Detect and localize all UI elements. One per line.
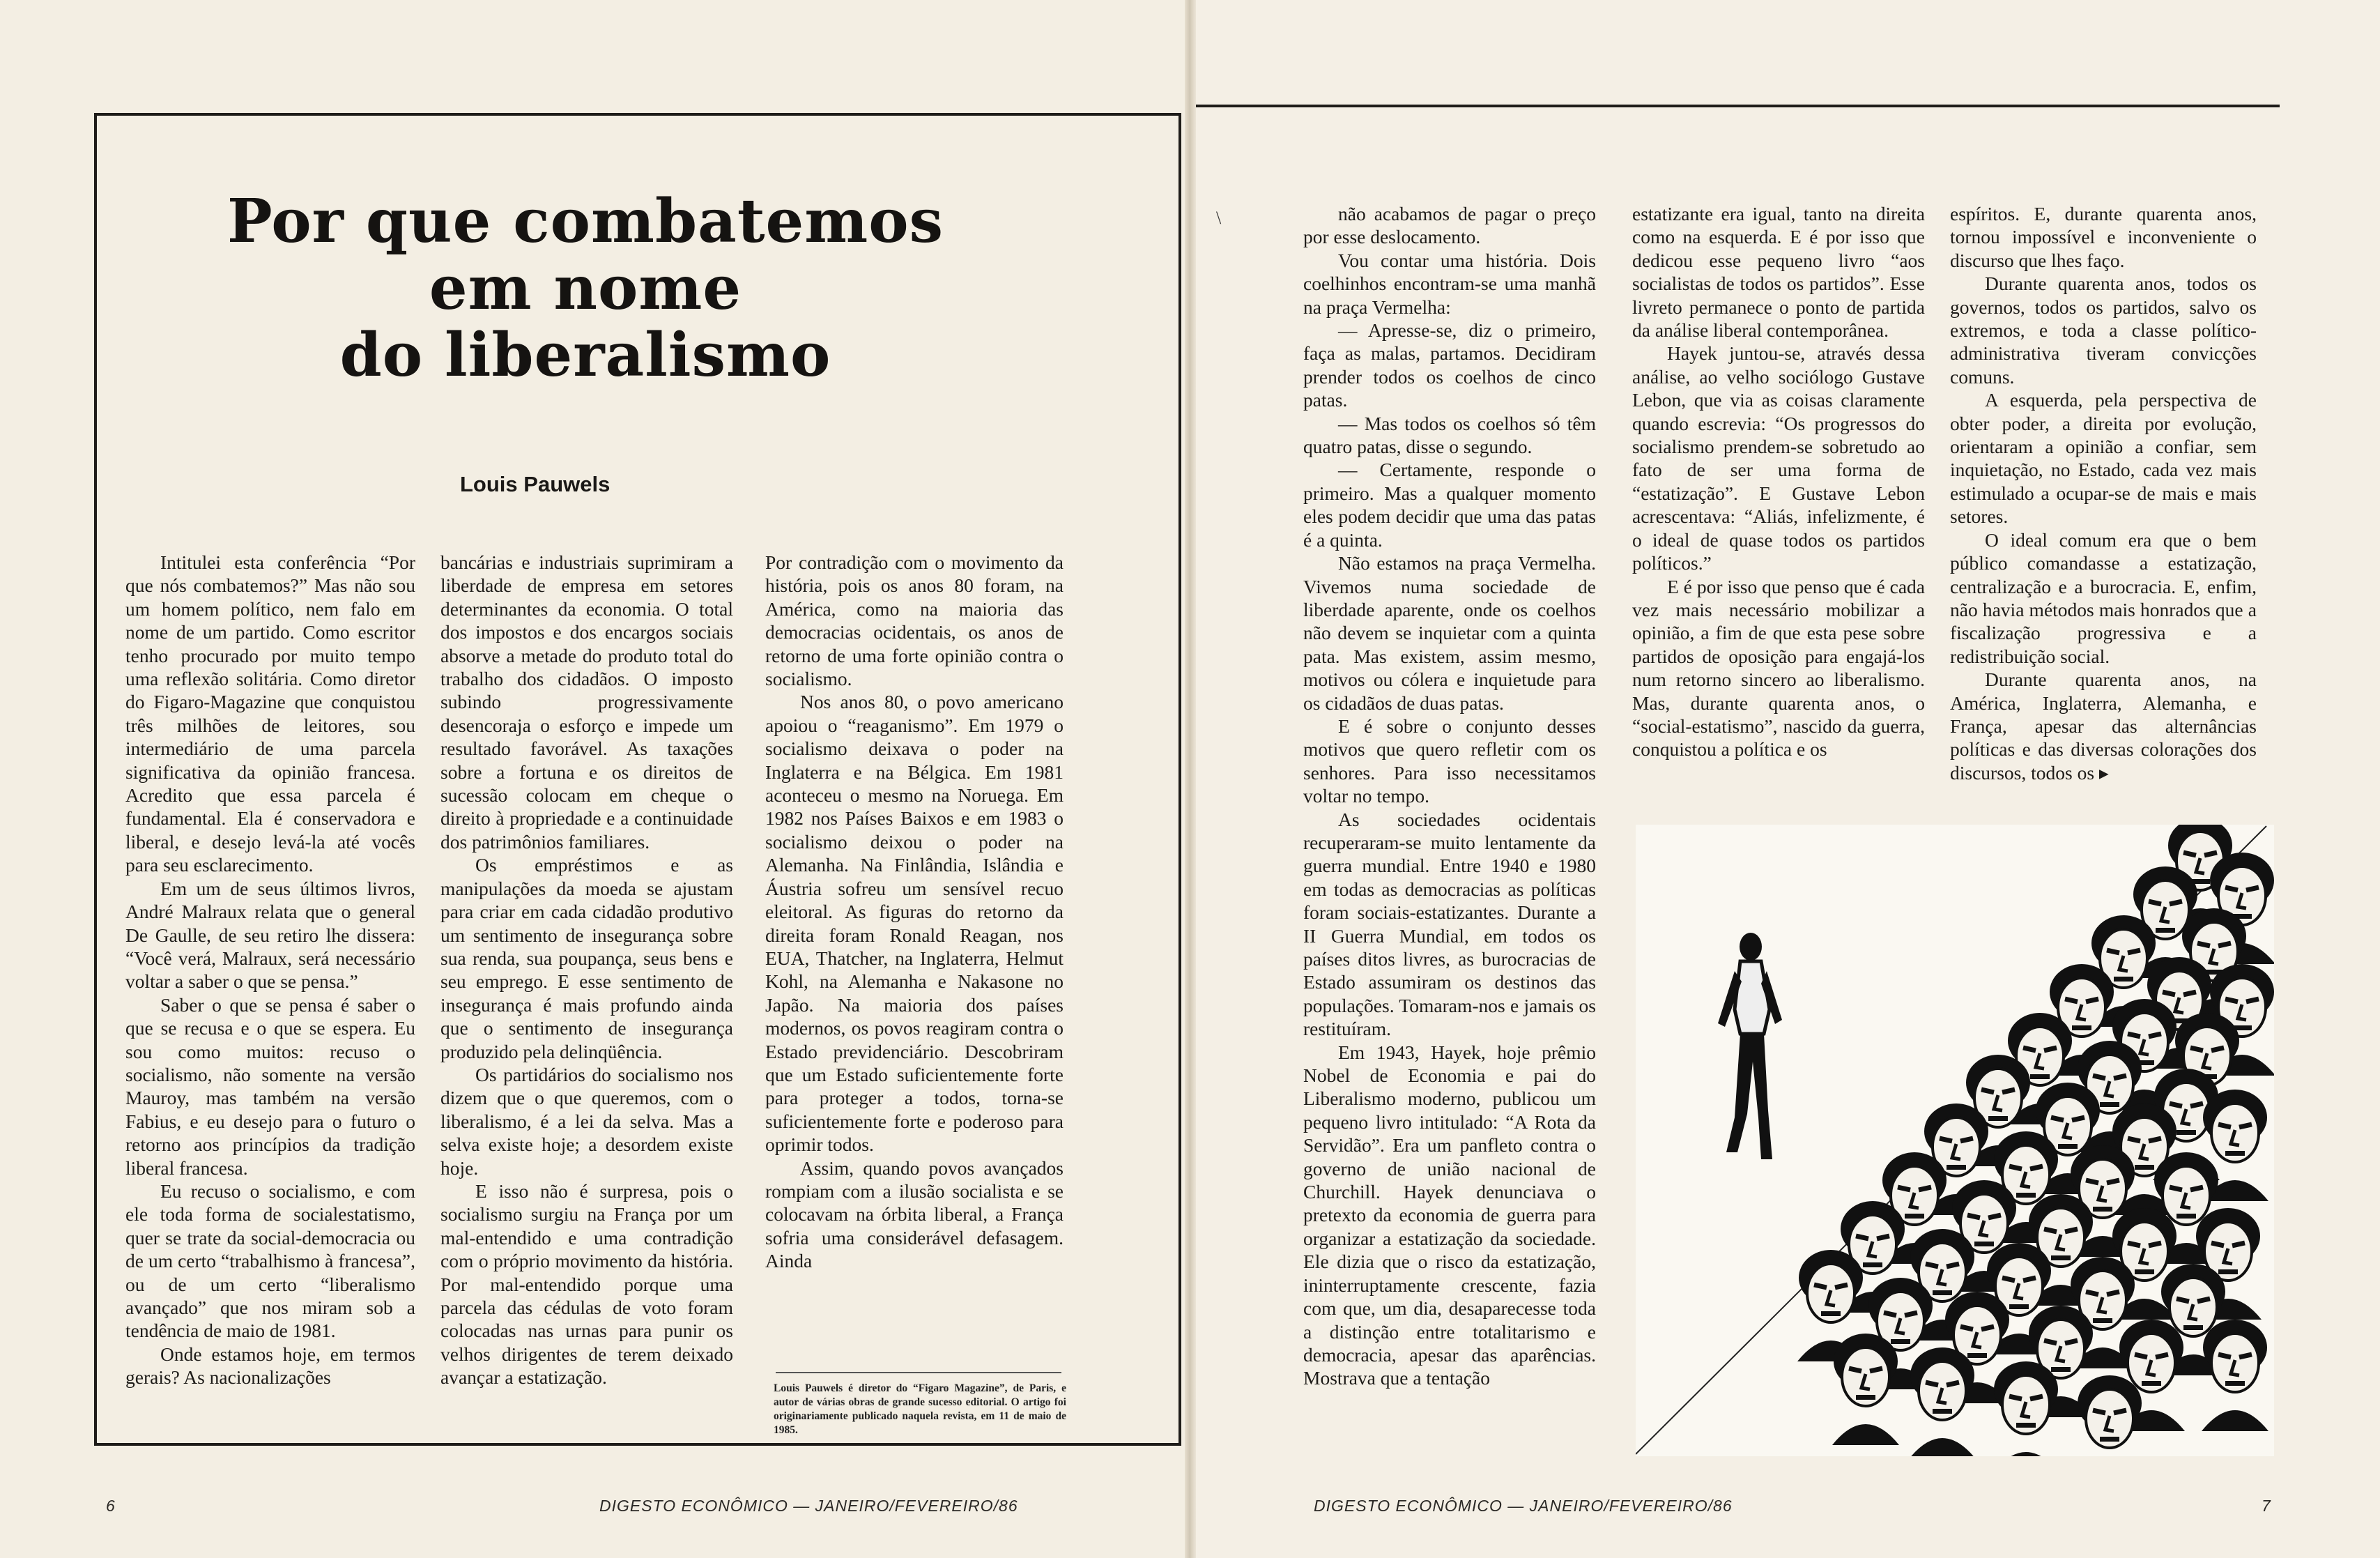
paragraph: — Apresse-se, diz o primeiro, faça as malas, partamos. Decidiram prender todos os coelhos de cinco patas. xyxy=(1303,319,1596,411)
author-footnote: Louis Pauwels é diretor do “Figaro Magazine”, de Paris, e autor de várias obras de grande sucesso editorial. O artigo foi originariamente publicado naquela revista, em 11 de maio de 1985. xyxy=(774,1382,1066,1436)
paragraph: espíritos. E, durante quarenta anos, tornou impossível e inconveniente o discurso que lhes faço. xyxy=(1950,203,2257,271)
paragraph: — Mas todos os coelhos só têm quatro patas, disse o segundo. xyxy=(1303,412,1596,458)
paragraph: Em 1943, Hayek, hoje prêmio Nobel de Economia e pai do Liberalismo moderno, publicou um pequeno livro intitulado: “A Rota da Servidão”. Era um panfleto contra o governo de união nacional de Churchill. Hayek denunciava o pretexto da economia de guerra para organizar a estatização da sociedade. Ele dizia que o risco da estatização, ininterruptamente crescente, fazia com que, um dia, desaparecesse toda a distinção entre totalitarismo e democracia, apesar das aparências. Mostrava que a tentação xyxy=(1303,1041,1596,1389)
right-page-number: 7 xyxy=(2262,1497,2271,1515)
author-byline: Louis Pauwels xyxy=(460,472,611,496)
headline-line-1: Por que combatemos xyxy=(227,186,944,257)
paragraph: Hayek juntou-se, através dessa análise, ao velho sociólogo Gustave Lebon, que via as coisas claramente quando escrevia: “Os progressos do socialismo prendem-se sobretudo ao fato de ser uma forma de “estatização”. E Gustave Lebon acrescentava: “Aliás, infelizmente, é o ideal de quase todos os partidos políticos.” xyxy=(1632,342,1925,574)
paragraph: Intitulei esta conferência “Por que nós combatemos?” Mas não sou um homem político, nem falo em nome de um partido. Como escritor tenho procurado por muito tempo uma reflexão solitária. Como diretor do Figaro-Magazine que conquistou três milhões de leitores, sou intermediário de uma parcela significativa da opinião francesa. Acredito que essa parcela é fundamental. Ela é conservadora e liberal, e desejo levá-la até vocês para seu esclarecimento. xyxy=(125,551,415,876)
left-page-number: 6 xyxy=(106,1497,116,1515)
paragraph: bancárias e industriais suprimiram a liberdade de empresa em setores determinantes da economia. O total dos impostos e dos encargos sociais absorve a metade do produto total do trabalho dos cidadãos. O imposto subindo progressivamente desencoraja o esforço e impede um resultado favorável. As taxações sobre a fortuna e os direitos de sucessão colocam em cheque o direito à propriedade e a continuidade dos patrimônios familiares. xyxy=(440,551,733,853)
paragraph: Os partidários do socialismo nos dizem que o que queremos, com o liberalismo, é a lei da selva. Mas a selva existe hoje; a desordem existe hoje. xyxy=(440,1063,733,1179)
book-gutter xyxy=(1185,0,1196,1558)
right-running-footer: DIGESTO ECONÔMICO — JANEIRO/FEVEREIRO/86 xyxy=(1314,1497,1733,1515)
footnote-rule xyxy=(776,1372,1061,1373)
paragraph: Saber o que se pensa é saber o que se recusa e o que se espera. Eu sou como muitos: recuso o socialismo, não somente na versão Mauroy, mas também na versão Fabius, e eu desejo para o futuro o retorno aos princípios da tradição liberal francesa. xyxy=(125,993,415,1179)
left-column-3 xyxy=(765,551,1064,1352)
right-frame-rule xyxy=(1196,105,2280,107)
right-column-3 xyxy=(1950,202,2257,823)
paragraph: Por contradição com o movimento da história, pois os anos 80 foram, na América, como na maioria das democracias ocidentais, os anos de retorno de uma forte opinião contra o socialismo. xyxy=(765,551,1064,690)
article-headline xyxy=(105,188,1066,389)
right-column-2 xyxy=(1632,202,1925,823)
paragraph: Assim, quando povos avançados rompiam com a ilusão socialista e se colocavam na órbita liberal, a França sofria uma considerável defasagem. Ainda xyxy=(765,1156,1064,1272)
paragraph: Nos anos 80, o povo americano apoiou o “reaganismo”. Em 1979 o socialismo deixava o poder na Inglaterra e na Bélgica. Em 1981 aconteceu o mesmo na Noruega. Em 1982 nos Países Baixos e em 1983 o socialismo deixou o poder na Alemanha. Na Finlândia, Islândia e Áustria sofreu um sensível recuo eleitoral. As figuras do retorno da direita foram Ronald Reagan, nos EUA, Thatcher, na Inglaterra, Helmut Kohl, na Alemanha e Nakasone no Japão. Na maioria dos países modernos, os povos reagiram contra o Estado previdenciário. Descobriram que um Estado suficientemente forte para proteger a todos, torna-se suficientemente forte e poderoso para oprimir todos. xyxy=(765,691,1064,1156)
face-icon xyxy=(2076,1375,2143,1456)
paragraph: E isso não é surpresa, pois o socialismo surgiu na França por um mal-entendido e uma contradição com o próprio movimento da história. Por mal-entendido porque uma parcela das cédulas de voto foram colocadas nas urnas para punir os velhos dirigentes de terem deixado avançar a estatização. xyxy=(440,1179,733,1389)
paragraph: Os empréstimos e as manipulações da moeda se ajustam para criar em cada cidadão produtivo um sentimento de insegurança sobre sua renda, sua poupança, seus bens e seu emprego. E esse sentimento de insegurança é mais profundo ainda que o sentimento de insegurança produzido pela delinqüência. xyxy=(440,854,733,1062)
headline-line-2: em nome xyxy=(429,253,742,323)
paragraph: Eu recuso o socialismo, e com ele toda forma de socialestatismo, quer se trate da social-democracia ou de um certo “trabalhismo à francesa”, ou de um certo “liberalismo avançado” que nos miram sob a tendência de maio de 1981. xyxy=(125,1179,415,1342)
headline-line-3: do liberalismo xyxy=(339,320,831,390)
paragraph: E é sobre o conjunto desses motivos que quero refletir com os senhores. Para isso necessitamos voltar no tempo. xyxy=(1303,715,1596,807)
walking-figure-icon xyxy=(1718,933,1782,1159)
crowd-of-faces-icon xyxy=(1636,825,2274,1456)
face-icon xyxy=(1909,1347,1976,1456)
paragraph: Durante quarenta anos, todos os governos, todos os partidos, salvo os extremos, e toda a classe político-administrativa tiveram convicções comuns. xyxy=(1950,273,2257,388)
paragraph: Não estamos na praça Vermelha. Vivemos numa sociedade de liberdade aparente, onde os coelhos não devem se inquietar com a quinta pata. Mas existem, assim mesmo, motivos ou cólera e inquietude para os cidadãos de duas patas. xyxy=(1303,552,1596,714)
faces-group xyxy=(1797,825,2274,1456)
paragraph: não acabamos de pagar o preço por esse deslocamento. xyxy=(1303,203,1596,248)
right-column-1 xyxy=(1303,202,1596,1472)
paragraph: As sociedades ocidentais recuperaram-se muito lentamente da guerra mundial. Entre 1940 e 1980 em todas as democracias as políticas foram sociais-estatizantes. Durante a II Guerra Mundial, em todos os países ditos livres, as burocracias de Estado assumiram os destinos das populações. Tomaram-nos e jamais os restituíram. xyxy=(1303,808,1596,1040)
paragraph: estatizante era igual, tanto na direita como na esquerda. E é por isso que dedicou esse pequeno livro “aos socialistas de todos os partidos”. Esse livreto permanece o ponto de partida da análise liberal contemporânea. xyxy=(1632,203,1925,342)
left-running-footer: DIGESTO ECONÔMICO — JANEIRO/FEVEREIRO/86 xyxy=(599,1497,1018,1515)
paragraph: O ideal comum era que o bem público comandasse a estatização, centralização e a burocracia. E, enfim, não havia métodos mais honrados que a fiscalização progressiva e a redistribuição social. xyxy=(1950,528,2257,667)
paragraph: E é por isso que penso que é cada vez mais necessário mobilizar a opinião, a fim de que esta pese sobre partidos de oposição para engajá-los num retorno sincero ao liberalismo. Mas, durante quarenta anos, o “social-estatismo”, nascido da guerra, conquistou a política e os xyxy=(1632,575,1925,761)
left-column-1 xyxy=(125,551,415,1472)
paragraph: Durante quarenta anos, na América, Inglaterra, Alemanha, e França, apesar das alternâncias políticas e das diversas colorações dos discursos, todos os ▸ xyxy=(1950,669,2257,784)
paragraph: A esquerda, pela perspectiva de obter poder, a direita por evolução, orientaram a opinião a confiar, sem inquietação, no Estado, cada vez mais estimulado a ocupar-se de mais e mais setores. xyxy=(1950,389,2257,528)
paragraph: Vou contar uma história. Dois coelhinhos encontram-se uma manhã na praça Vermelha: xyxy=(1303,249,1596,318)
left-column-2 xyxy=(440,551,733,1472)
paragraph: Onde estamos hoje, em termos gerais? As nacionalizações xyxy=(125,1343,415,1389)
crowd-illustration xyxy=(1636,825,2274,1456)
paragraph: — Certamente, responde o primeiro. Mas a qualquer momento eles podem decidir que uma das patas é a quinta. xyxy=(1303,459,1596,551)
paragraph: Em um de seus últimos livros, André Malraux relata que o general De Gaulle, de seu retiro lhe dissera: “Você verá, Malraux, será necessário voltar a saber o que se pensa.” xyxy=(125,877,415,993)
face-icon xyxy=(1993,1361,2059,1456)
margin-mark: \ xyxy=(1216,208,1222,228)
